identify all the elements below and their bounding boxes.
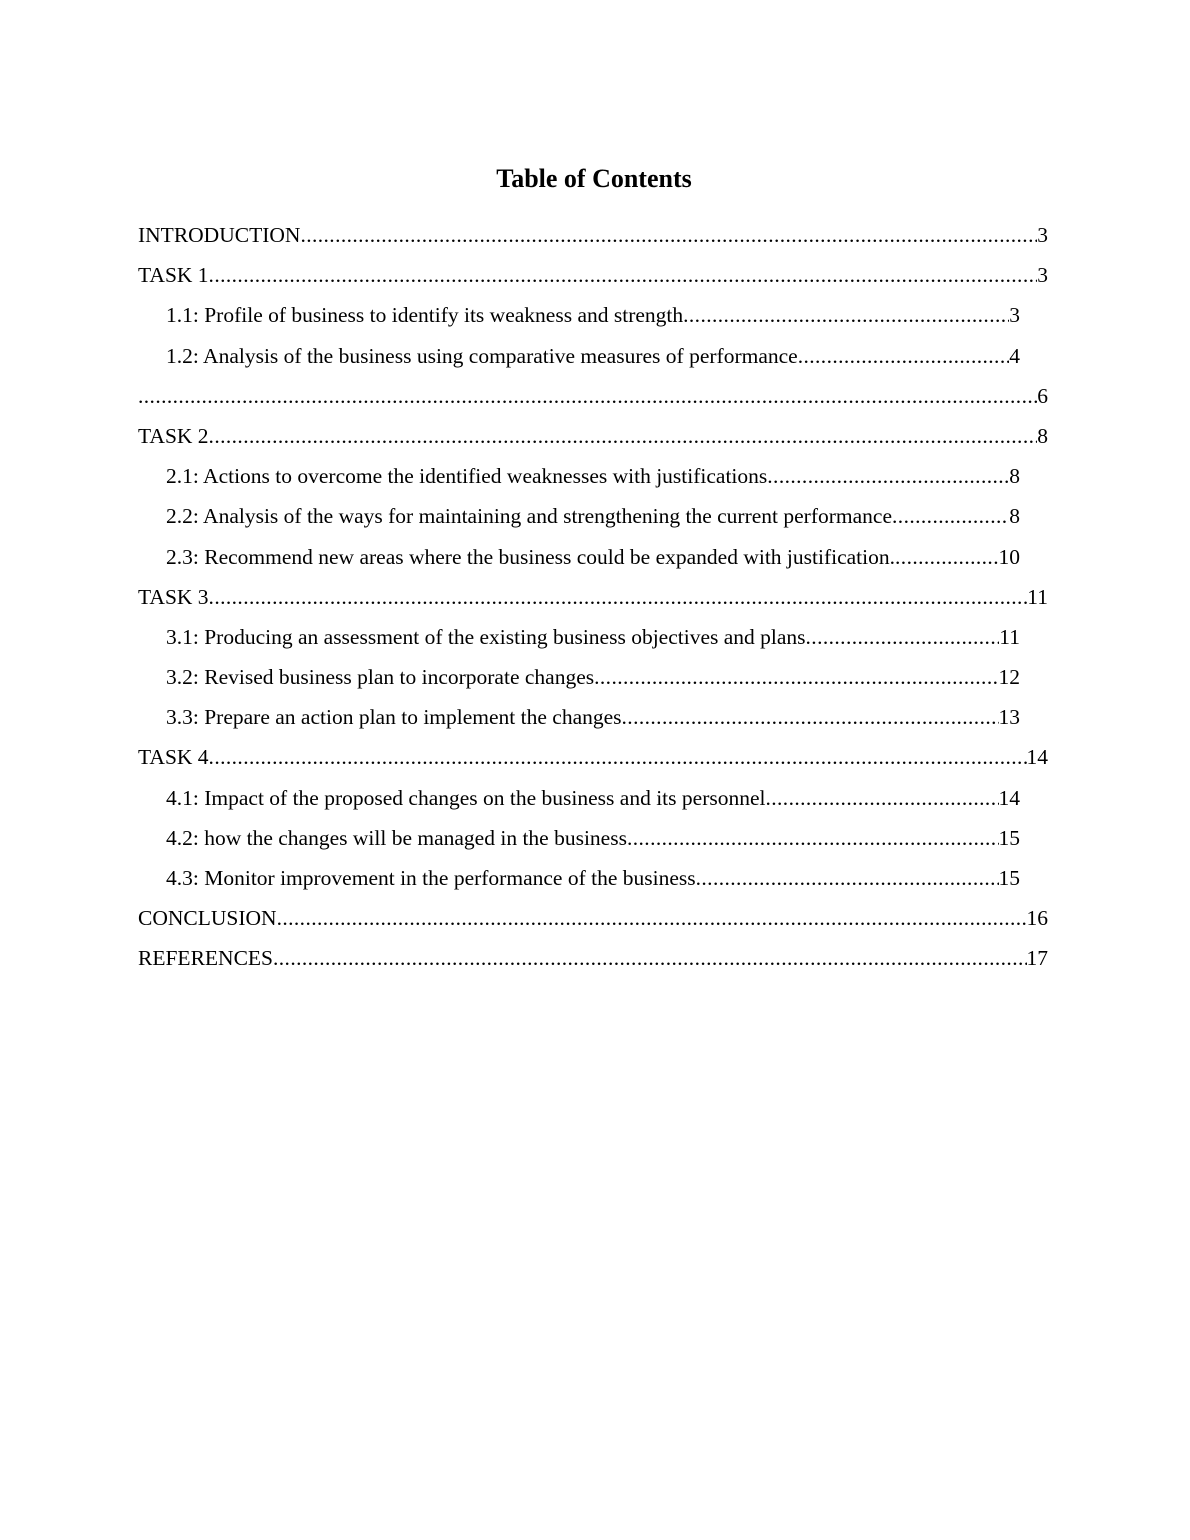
toc-page-number: 11	[1027, 584, 1048, 609]
toc-leader-dots	[273, 943, 1027, 973]
toc-entry-label: 4.1: Impact of the proposed changes on the business and its personnel	[166, 785, 766, 810]
toc-page-number: 12	[998, 665, 1020, 690]
toc-entry[interactable]	[166, 783, 1020, 823]
toc-leader-dots	[765, 783, 998, 813]
toc-entry-label: 3.1: Producing an assessment of the existing business objectives and plans	[166, 624, 806, 649]
toc-entry[interactable]	[166, 823, 1020, 863]
toc-entry[interactable]	[138, 903, 1048, 943]
toc-entry-label: 4.3: Monitor improvement in the performance of the business	[166, 866, 696, 890]
toc-entry-label: TASK 3	[138, 584, 209, 609]
toc-entry-label: TASK 4	[138, 745, 209, 770]
toc-leader-dots	[627, 823, 999, 853]
toc-entry-label: 1.1: Profile of business to identify its weakness and strength	[166, 303, 684, 328]
toc-leader-dots	[622, 702, 999, 732]
toc-page-number: 3	[1009, 303, 1020, 328]
toc-entry-label: 2.3: Recommend new areas where the business could be expanded with justification.	[166, 544, 896, 569]
toc-leader-dots	[300, 220, 1037, 250]
toc-entry-label: 3.3: Prepare an action plan to implement the changes	[166, 705, 622, 730]
toc-leader-dots	[277, 903, 1027, 933]
toc-entry[interactable]	[166, 622, 1020, 662]
toc-entry-label: TASK 2	[138, 423, 209, 448]
toc-page-number: 11	[999, 624, 1020, 649]
toc-entry-label: REFERENCES	[138, 946, 273, 971]
toc-entry-label: 1.2: Analysis of the business using comparative measures of performance	[166, 343, 798, 368]
toc-leader-dots	[209, 421, 1038, 451]
toc-leader-dots	[892, 501, 1009, 531]
toc-entry-label: CONCLUSION	[138, 906, 277, 931]
toc-entry[interactable]	[138, 260, 1048, 300]
toc-entry[interactable]	[138, 943, 1048, 983]
toc-leader-dots	[798, 341, 1010, 371]
toc-leader-dots	[696, 863, 999, 893]
toc-list	[138, 220, 1048, 984]
toc-entry-label: TASK 1	[138, 263, 209, 288]
toc-entry[interactable]	[166, 300, 1020, 340]
toc-page-number: 8	[1009, 504, 1020, 529]
toc-entry[interactable]	[166, 702, 1020, 742]
toc-page-number: 3	[1037, 263, 1048, 288]
toc-page-number: 8	[1009, 464, 1020, 489]
toc-page-number: 15	[998, 825, 1020, 850]
toc-entry[interactable]	[138, 582, 1048, 622]
toc-leader-dots	[806, 622, 1000, 652]
toc-page-number: 14	[998, 785, 1020, 810]
toc-leader-dots	[895, 542, 998, 572]
toc-entry[interactable]	[138, 742, 1048, 782]
toc-entry[interactable]	[166, 863, 1020, 903]
toc-leader-dots	[767, 461, 1009, 491]
toc-leader-dots	[594, 662, 998, 692]
toc-entry[interactable]	[166, 501, 1020, 541]
toc-entry[interactable]	[138, 381, 1048, 421]
toc-page-number: 4	[1009, 343, 1020, 368]
toc-page-number: 15	[998, 866, 1020, 890]
toc-page-number: 6	[1037, 383, 1048, 408]
toc-entry-label: 3.2: Revised business plan to incorporate changes	[166, 665, 595, 690]
toc-page-number: 8	[1037, 423, 1048, 448]
toc-entry-label: 2.2: Analysis of the ways for maintaining and strengthening the current performance	[166, 504, 893, 529]
toc-entry[interactable]	[138, 220, 1048, 260]
toc-entry[interactable]	[166, 341, 1020, 381]
page-title: Table of Contents	[496, 164, 692, 193]
toc-leader-dots	[209, 742, 1027, 772]
toc-page-number: 17	[1026, 946, 1048, 971]
toc-entry[interactable]	[166, 461, 1020, 501]
toc-entry[interactable]	[166, 542, 1020, 582]
toc-entry-label: 2.1: Actions to overcome the identified weaknesses with justifications	[166, 464, 768, 489]
toc-entry-label: INTRODUCTION	[138, 223, 301, 247]
toc-page-number: 13	[998, 705, 1020, 730]
toc-page-number: 3	[1037, 223, 1048, 247]
toc-entry[interactable]	[138, 421, 1048, 461]
toc-page-number: 14	[1026, 745, 1048, 770]
toc-leader-dots	[683, 300, 1009, 330]
toc-entry-label: 4.2: how the changes will be managed in the business	[166, 825, 627, 850]
toc-leader-dots	[209, 260, 1038, 290]
toc-leader-dots	[138, 381, 1037, 411]
toc-leader-dots	[209, 582, 1028, 612]
toc-page-number: 16	[1026, 906, 1048, 931]
toc-entry[interactable]	[166, 662, 1020, 702]
toc-page-number: 10	[998, 544, 1020, 569]
